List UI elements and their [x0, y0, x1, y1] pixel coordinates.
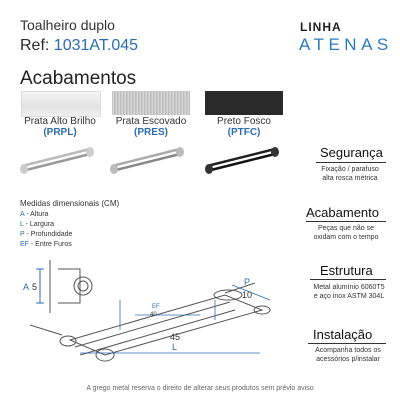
legend-largura: L - Largura	[20, 221, 54, 228]
towel-bar-brushed	[110, 147, 184, 174]
finish-code-3: (PTFC)	[227, 127, 261, 138]
feature-title-install: Instalação	[313, 327, 373, 342]
finish-name-1: Prata Alto Brilho	[24, 116, 96, 127]
towel-bar-polished	[20, 147, 94, 174]
feature-divider	[308, 343, 386, 344]
dim-value-p: 10	[242, 290, 253, 300]
line-label: LINHA	[300, 20, 342, 34]
feature-text-security: Fixação / parafuso alta rosca métrica	[321, 166, 379, 182]
finish-code-1: (PRPL)	[43, 127, 77, 138]
finish-name-2: Prata Escovado	[115, 116, 187, 127]
feature-divider	[310, 279, 386, 280]
feature-text-structure: Metal alumínio 6060T5 e aço inox ASTM 304L	[313, 284, 385, 300]
feature-divider	[306, 221, 386, 222]
ref-label: Ref:	[20, 37, 50, 54]
dim-label-ef: EF	[152, 304, 160, 310]
swatch-matte-black	[205, 91, 283, 115]
feature-title-structure: Estrutura	[320, 263, 373, 278]
dim-label-p: P	[244, 277, 251, 287]
product-title: Toalheiro duplo	[20, 17, 115, 33]
legend-profundidade: P - Profundidade	[20, 231, 73, 238]
dimensions-title: Medidas dimensionais (CM)	[20, 199, 120, 208]
footer-disclaimer: A grego metal reserva o direito de alterar seus produtos sem prévio aviso	[86, 385, 314, 392]
swatch-brushed-silver	[112, 91, 190, 115]
towel-bar-black	[205, 147, 279, 174]
product-illustrations	[0, 138, 300, 183]
dim-value-a: 5	[32, 282, 38, 292]
finish-code-2: (PRES)	[134, 127, 168, 138]
product-ref	[20, 37, 138, 55]
feature-text-install: Acompanha todos os acessórios p/instalar	[315, 347, 381, 363]
ref-code: 1031AT.045	[53, 37, 139, 54]
feature-text-finish: Peças que não se oxidam com o tempo	[313, 225, 379, 241]
finish-name-3: Preto Fosco	[217, 116, 271, 127]
feature-divider	[316, 162, 386, 163]
swatch-polished-silver	[21, 91, 101, 117]
dim-label-a: A	[23, 282, 30, 292]
side-view	[36, 260, 92, 313]
legend-altura: A - Altura	[20, 211, 49, 218]
dim-value-ef: 40	[150, 312, 157, 318]
dim-value-l: 45	[170, 332, 181, 342]
front-view	[30, 283, 270, 361]
feature-title-security: Segurança	[320, 145, 383, 160]
line-name: ATENAS	[299, 35, 393, 54]
dim-label-l: L	[172, 342, 178, 352]
feature-title-finish: Acabamento	[306, 205, 379, 220]
finishes-title: Acabamentos	[20, 68, 137, 89]
legend-entre-furos: EF - Entre Furos	[20, 241, 72, 248]
